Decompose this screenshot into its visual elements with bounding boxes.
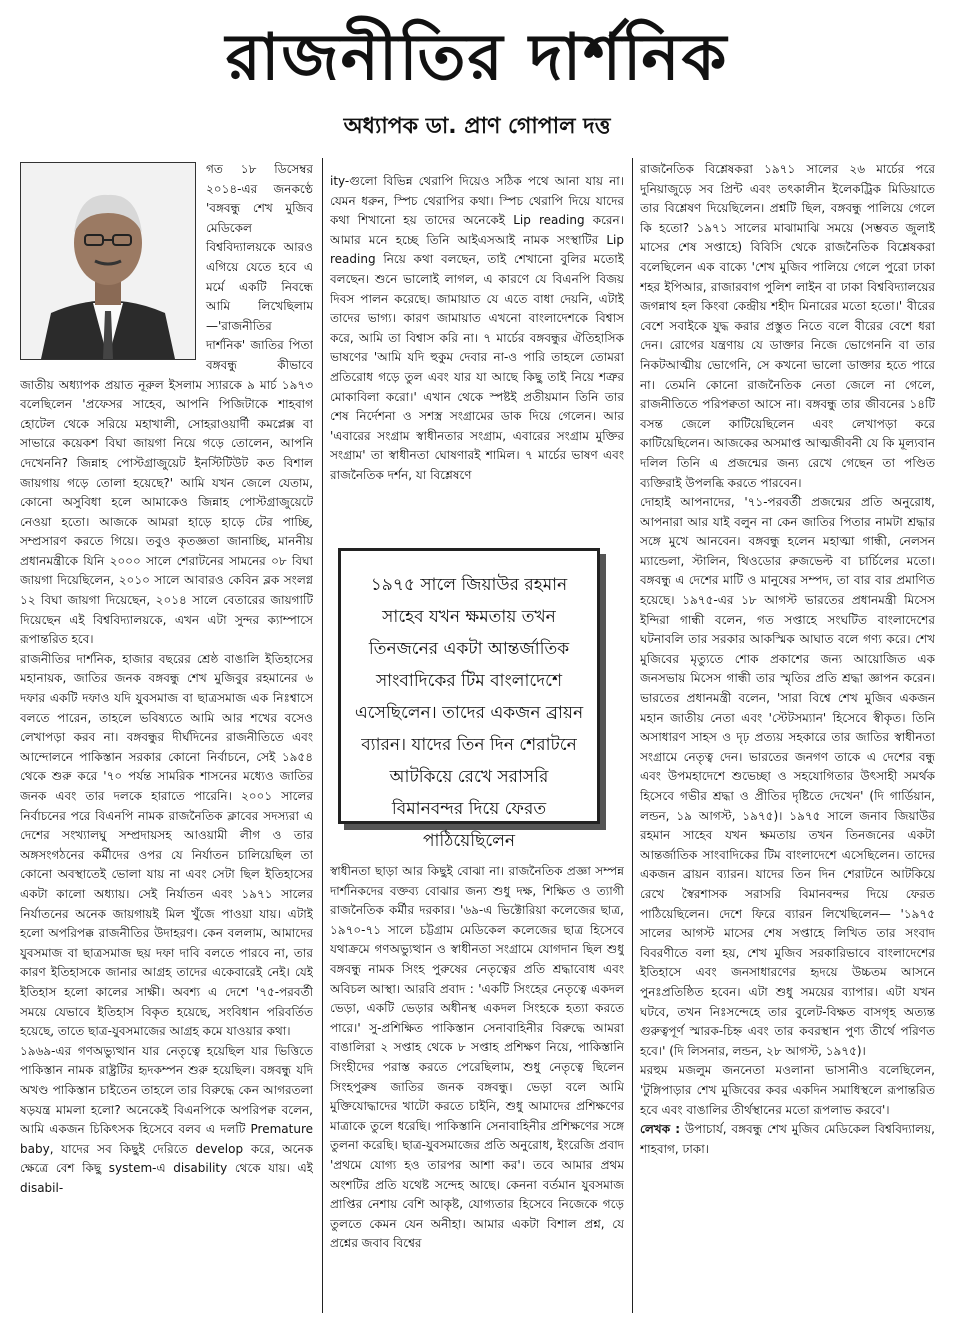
pull-quote: ১৯৭৫ সালে জিয়াউর রহমান সাহেব যখন ক্ষমতায় তখন তিনজনের একটা আন্তর্জাতিক সাংবাদিকের টিম বাংলাদেশে এসেছিলেন। তাদের একজন ব্রায়ন ব্যারন। যাদের তিন দিন শেরাটনে আটকিয়ে রেখে সরাসরি বিমানবন্দর দিয়ে ফেরত পাঠিয়েছিলেন (338, 548, 600, 824)
paragraph: রাজনৈতিক বিশ্লেষকরা ১৯৭১ সালের ২৬ মার্চের পরে দুনিয়াজুড়ে সব প্রিন্ট এবং তৎকালীন ইলেকট্রিক মিডিয়াতে তার বিশ্লেষণ দিয়েছিলেন। প্রশ্নটি ছিল, বঙ্গবন্ধু পালিয়ে গেলে কি হতো? ১৯৭১ সালের মাঝামাঝি সময়ে (সম্ভবত জুলাই মাসের শেষ সপ্তাহে) বিবিসি থেকে রাজনৈতিক বিশ্লেষকরা বলেছিলেন এক বাক্যে 'শেখ মুজিব পালিয়ে গেলে পুরো ঢাকা শহর ইপিআর, রাজারবাগ পুলিশ লাইন বা ঢাকা বিশ্ববিদ্যালয়ের জগন্নাথ হল কিংবা কেন্দ্রীয় শহীদ মিনারের মতো হতো।' বীরের বেশে সবাইকে যুদ্ধ করার প্রস্তুত নিতে বলে বীরের বেশে ধরা দেন। রোগের যন্ত্রণায় যে ডাক্তার নিজে ভোগেননি বা তার নিকটআত্মীয় ভোগেনি, সে কখনো ভালো ডাক্তার হতে পারে না। তেমনি কোনো রাজনৈতিক নেতা জেলে না গেলে, রাজনীতিতে পরিপক্বতা আসে না। বঙ্গবন্ধু তার জীবনের ১৪টি বসন্ত জেলে কাটিয়েছিলেন এবং লেখাপড়া করে কাটিয়েছিলেন। আজকের অসমাপ্ত আত্মজীবনী যে কি মূল্যবান দলিল তিনি এ প্রজন্মের জন্য রেখে গেছেন তা পণ্ডিত ব্যক্তিরাই উপলব্ধি করতে পারবেন। (640, 162, 935, 490)
paragraph: স্বাধীনতা ছাড়া আর কিছুই বোঝা না। রাজনৈতিক প্রজ্ঞা সম্পন্ন দার্শনিকদের বক্তব্য বোঝার জন্য শুধু দক্ষ, শিক্ষিত ও ত্যাগী রাজনৈতিক কর্মীর দরকার। '৬৯-এ ভিক্টোরিয়া কলেজের ছাত্র, ১৯৭০-৭১ সালে চট্টগ্রাম মেডিকেল কলেজের ছাত্র হিসেবে যথাক্রমে গণঅভ্যুত্থান ও স্বাধীনতা সংগ্রামে যোগদান ছিল শুধু বঙ্গবন্ধু নামক সিংহ পুরুষের নেতৃত্বের প্রতি শ্রদ্ধাবোধ এবং অবিচল আস্থা। আরবি প্রবাদ : 'একটি সিংহের নেতৃত্বে একদল ভেড়া, একটি ভেড়ার অধীনস্থ একদল সিংহকে হত্যা করতে পারে।' সু-প্রশিক্ষিত পাকিস্তান সেনাবাহিনীর বিরুদ্ধে আমরা বাঙালিরা ২ সপ্তাহ থেকে ৮ সপ্তাহ প্রশিক্ষণ নিয়ে, পাকিস্তানি সিংহীদের পরাস্ত করতে পেরেছিলাম, শুধু নেতৃত্বে ছিলেন সিংহপুরুষ জাতির জনক বঙ্গবন্ধু। ভেড়া বলে আমি মুক্তিযোদ্ধাদের খাটো করতে চাইনি, শুধু আমাদের প্রশিক্ষণের মাত্রাকে তুলে ধরেছি। পাকিস্তানি সেনাবাহিনীর প্রশিক্ষণের সঙ্গে তুলনা করেছি। ছাত্র-যুবসমাজের প্রতি অনুরোধ, ইংরেজি প্রবাদ 'প্রথমে যোগ্য হও তারপর আশা কর'। তবে আমার প্রথম অংশটির প্রতি যথেষ্ট সন্দেহ আছে। কেননা বর্তমান যুবসমাজ প্রাপ্তির নেশায় বেশি আকৃষ্ট, যোগ্যতার হিসেবে নিজেকে গড়ে তুলতে কেমন যেন অনীহা। আমার একটা বিশাল প্রশ্ন, যে প্রশ্নের জবাব বিশ্বের (330, 864, 624, 1251)
author-photo (20, 162, 196, 360)
paragraph: রাজনীতির দার্শনিক, হাজার বছরের শ্রেষ্ঠ বাঙালি ইতিহাসের মহানায়ক, জাতির জনক বঙ্গবন্ধু শেখ মুজিবুর রহমানের ৬ দফার একটি দফাও যদি যুবসমাজ বা ছাত্রসমাজ এক নিঃশ্বাসে বলতে পারেন, তাহলে ভবিষ্যতে আমি আর শখের বসেও লেখাপড়া করব না। বঙ্গবন্ধুর দীর্ঘদিনের রাজনীতিতে এবং আন্দোলনে পাকিস্তান সরকার কোনো নির্বাচনে, সেই ১৯৫৪ থেকে শুরু করে '৭০ পর্যন্ত সামরিক শাসনের মধ্যেও জাতির জনক এবং তার দলকে হারাতে পারেনি। ২০০১ সালের নির্বাচনের পরে বিএনপি নামক রাজনৈতিক ক্লাবের সদস্যরা এ দেশের সংখ্যালঘু সম্প্রদায়সহ আওয়ামী লীগ ও তার অঙ্গসংগঠনের কর্মীদের ওপর যে নির্যাতন চালিয়েছিল তা কোনো অবস্থাতেই ভোলা যায় না এবং সেটা ছিল ইতিহাসের একটা কালো অধ্যায়। সেই নির্যাতন এবং ১৯৭১ সালের নির্যাতনের অনেক জায়গায়ই মিল খুঁজে পাওয়া যায়। এটাই হলো অপরিপক্ক রাজনীতির উদাহরণ। কেন বললাম, আমাদের যুবসমাজ বা ছাত্রসমাজ ছয় দফা দাবি বলতে পারবে না, তার কারণ ইতিহাসকে জানার আগ্রহ তাদের একেবারেই নেই। যেই ইতিহাস হলো কালের সাক্ষী। অবশ্য এ দেশে '৭৫-পরবর্তী সময়ে যেভাবে ইতিহাস বিকৃত হয়েছে, সংবিধান পরিবর্তিত হয়েছে, তাতে ছাত্র-যুবসমাজের আগ্রহ কমে যাওয়ার কথা। (20, 651, 313, 1039)
column-3 (640, 160, 935, 1312)
column-rule (632, 158, 633, 1313)
author-portrait-icon (21, 163, 195, 359)
column-rule (322, 158, 323, 1313)
paragraph: ity-গুলো বিভিন্ন থেরাপি দিয়েও সঠিক পথে আনা যায় না। যেমন ধরুন, স্পিচ থেরাপির কথা। স্পিচ থেরাপি দিয়ে যাদের কথা শিখানো হয় তাদের অনেকেই Lip reading করেন। আমার মনে হচ্ছে তিনি আইএসআই নামক সংস্থাটির Lip reading নিয়ে কথা বলছেন, তাই শেখানো বুলির মতোই বলছেন। শুনে ভালোই লাগল, এ কারণে যে বিএনপি বিজয় দিবস পালন করেছে। জামায়াত যে এতে বাধা দেয়নি, এটাই তাদের ভাগ্য। কারণ জামায়াত এখনো বাংলাদেশকে বিশ্বাস করে, আমি তা বিশ্বাস করি না। ৭ মার্চের বঙ্গবন্ধুর ঐতিহাসিক ভাষণের 'আমি যদি হুকুম দেবার না-ও পারি তাহলে তোমরা প্রতিরোধ গড়ে তুল এবং যার যা আছে কিছু তাই নিয়ে শত্রুর মোকাবিলা করো।' এখান থেকে স্পষ্টই প্রতীয়মান তিনি তার শেষ নির্দেশনা ও সশস্ত্র সংগ্রামের ডাক দিয়ে গেলেন। আর 'এবারের সংগ্রাম স্বাধীনতার সংগ্রাম, এবারের সংগ্রাম মুক্তির সংগ্রাম' তা স্বাধীনতা ঘোষণারই শামিল। ৭ মার্চের ভাষণ এবং রাজনৈতিক দর্শন, যা বিশ্লেষণে (330, 174, 624, 482)
paragraph: ১৯৬৯-এর গণঅভ্যুত্থান যার নেতৃত্বে হয়েছিল যার ভিত্তিতে পাকিস্তান নামক রাষ্ট্রটির হৃদকম্পন শুরু হয়েছিল। বঙ্গবন্ধু যদি অখণ্ড পাকিস্তান চাইতেন তাহলে তার বিরুদ্ধে কেন আগরতলা ষড়যন্ত্র মামলা হলো? অনেকেই বিএনপিকে অপরিপক্ব বলেন, আমি একজন চিকিৎসক হিসেবে বলব এ দলটি Premature baby, যাদের সব কিছুই দেরিতে develop করে, অনেক ক্ষেত্রে বেশ কিছু system-এ disability থেকে যায়। এই disabil- (20, 1043, 313, 1195)
paragraph: মরহুম মজলুম জননেতা মওলানা ভাসানীও বলেছিলেন, 'টুঙ্গিপাড়ার শেখ মুজিবের কবর একদিন সমাধিস্থলে রূপান্তরিত হবে এবং বাঙালির তীর্থস্থানের মতো রূপলাভ করবে'। (640, 1063, 935, 1117)
column-2-top (330, 160, 624, 536)
author-signature (640, 1120, 935, 1159)
paragraph: গত ১৮ ডিসেম্বর ২০১৪-এর জনকণ্ঠে 'বঙ্গবন্ধু শেখ মুজিব মেডিকেল বিশ্ববিদ্যালয়কে আরও এগিয়ে যেতে হবে এ মর্মে একটি নিবন্ধে আমি লিখেছিলাম—'রাজনীতির দার্শনিক' জাতির পিতা বঙ্গবন্ধু কীভাবে জাতীয় অধ্যাপক প্রয়াত নূরুল ইসলাম স্যারকে ৯ মার্চ ১৯৭৩ বলেছিলেন 'প্রফেসর সাহেব, আপনি পিজিটাকে শাহবাগ হোটেল থেকে সরিয়ে মহাখালী, সোহরাওয়ার্দী কমপ্লেক্স বা সাভারে কয়েকশ বিঘা জায়গা নিয়ে গড়ে তোলেন, আপনি দেখেননি? জিন্নাহ পোস্টগ্রাজুয়েট ইনস্টিটিউট কত বিশাল জায়গায় গড়ে তোলা হয়েছে?' আমি যখন জেলে যেতাম, কোনো অসুবিধা হলে আমাকেও জিন্নাহ পোস্টগ্রাজুয়েটে নেওয়া হতো। আজকে আমরা হাড়ে হাড়ে টের পাচ্ছি, সম্প্রসারণ করতে গিয়ে। তবুও কৃতজ্ঞতা জানাচ্ছি, মাননীয় প্রধানমন্ত্রীকে যিনি ২০০০ সালে শেরাটনের সামনের ০৮ বিঘা জায়গা দিয়েছিলেন, ২০১০ সালে আবারও কেবিন ব্লক সংলগ্ন ১২ বিঘা জায়গা দিয়েছেন, ২০১৪ সালে বেতারের জায়গাটি দিয়েছেন এই বিশ্ববিদ্যালয়কে, এখন এটা সুন্দর ক্যাম্পাসে রূপান্তরিত হবে। (20, 162, 313, 647)
signature-label: লেখক : (640, 1122, 681, 1137)
signature-text: উপাচার্য, বঙ্গবন্ধু শেখ মুজিব মেডিকেল বিশ্ববিদ্যালয়, শাহবাগ, ঢাকা। (640, 1122, 935, 1156)
column-1 (20, 160, 313, 1312)
paragraph: দোহাই আপনাদের, '৭১-পরবর্তী প্রজন্মের প্রতি অনুরোধ, আপনারা আর যাই বলুন না কেন জাতির পিতার নামটা শ্রদ্ধার সঙ্গে মুখে আনবেন। বঙ্গবন্ধু হলেন মহাত্মা গান্ধী, নেলসন ম্যান্ডেলা, স্টালিন, থিওডোর রুজভেল্ট বা চার্চিলের মতো। বঙ্গবন্ধু এ দেশের মাটি ও মানুষের সম্পদ, তা বার বার প্রমাণিত হয়েছে। ১৯৭৫-এর ১৮ আগস্ট ভারতের প্রধানমন্ত্রী মিসেস ইন্দিরা গান্ধী বলেন, গত সপ্তাহে সংঘটিত বাংলাদেশের ঘটনাবলি তার সরকার আকস্মিক আঘাত বলে গণ্য করে। শেখ মুজিবের মৃত্যুতে শোক প্রকাশের জন্য আয়োজিত এক জনসভায় মিসেস গান্ধী তার স্মৃতির প্রতি শ্রদ্ধা জ্ঞাপন করেন। ভারতের প্রধানমন্ত্রী বলেন, 'সারা বিশ্বে শেখ মুজিব একজন মহান জাতীয় নেতা এবং 'স্টেটসম্যান' হিসেবে স্বীকৃত। তিনি অসাধারণ সাহস ও দৃঢ় প্রত্যয় সহকারে তার জাতির স্বাধীনতা সংগ্রামে নেতৃত্ব দেন। ভারতের জনগণ তাকে এ দেশের বন্ধু এবং উপমহাদেশে শুভেচ্ছা ও সহযোগিতার উৎসাহী সমর্থক হিসেবে গভীর শ্রদ্ধা ও প্রীতির দৃষ্টিতে দেখেন' (দি গার্ডিয়ান, লন্ডন, ১৯ আগস্ট, ১৯৭৫)। ১৯৭৫ সালে জনাব জিয়াউর রহমান সাহেব যখন ক্ষমতায় তখন তিনজনের একটা আন্তর্জাতিক সাংবাদিকের টিম বাংলাদেশে এসেছিলেন। তাদের একজন ব্রায়ন ব্যারন। যাদের তিন দিন শেরাটনে আটকিয়ে রেখে স্বৈরশাসক সরাসরি বিমানবন্দর দিয়ে ফেরত পাঠিয়েছিলেন। দেশে ফিরে ব্যারন লিখেছিলেন— '১৯৭৫ সালের আগস্ট মাসের শেষ সপ্তাহে লিখিত তার সংবাদ বিবরণীতে বলা হয়, শেখ মুজিব সরকারিভাবে বাংলাদেশের ইতিহাসে এবং জনসাধারণের হৃদয়ে উচ্চতম আসনে পুনঃপ্রতিষ্ঠিত হবেন। এটা শুধু সময়ের ব্যাপার। এটা যখন ঘটবে, তখন নিঃসন্দেহে তার বুলেট-বিক্ষত বাসগৃহ অত্যন্ত গুরুত্বপূর্ণ স্মারক-চিহ্ন এবং তার কবরস্থান পুণ্য তীর্থে পরিণত হবে।' (দি লিসনার, লন্ডন, ২৮ আগস্ট, ১৯৭৫)। (640, 495, 935, 1058)
headline: রাজনীতির দার্শনিক (225, 21, 729, 95)
byline: অধ্যাপক ডা. প্রাণ গোপাল দত্ত (343, 114, 611, 139)
column-2-bottom (330, 850, 624, 1312)
